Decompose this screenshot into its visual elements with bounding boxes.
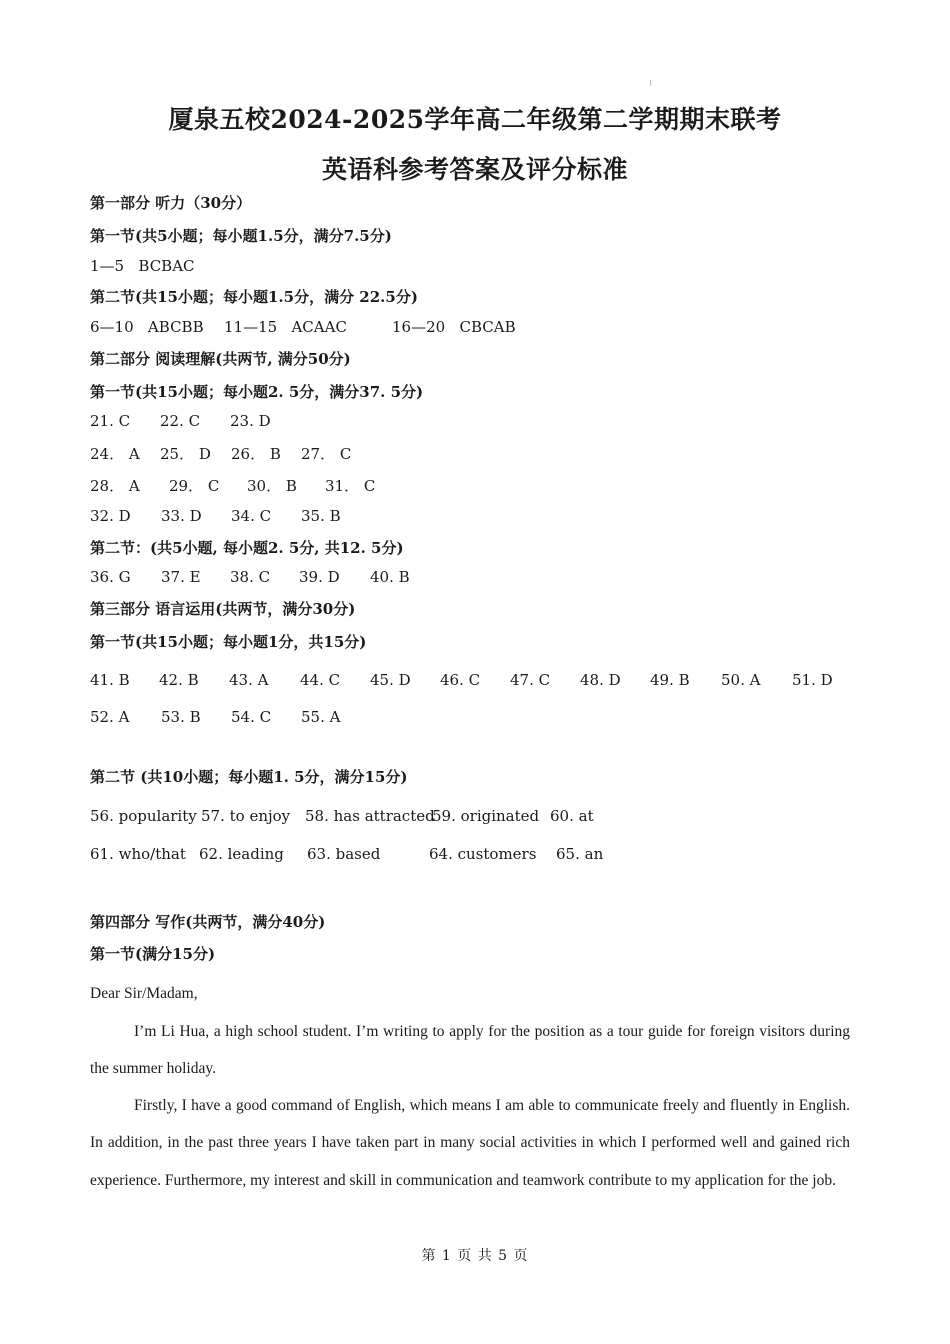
answer-item: 57. to enjoy xyxy=(201,807,291,825)
letter-paragraph-text: Firstly, I have a good command of English, which means I am able to communicate freely and fluently in English. In addition, in the past three years I have taken part in many social activities in which I performed well and gained rich experience. Furthermore, my interest and skill in communication and teamwork contribute to my application for the job. xyxy=(90,1097,850,1189)
part3-heading: 第三部分 语言运用(共两节，满分30分) xyxy=(90,600,356,618)
answer-item: 21. C xyxy=(90,412,131,430)
part1-section1-answers: 1—5 BCBAC xyxy=(90,257,195,275)
answer-item: 46. C xyxy=(440,671,481,689)
answer-item: 47. C xyxy=(510,671,551,689)
letter-paragraph xyxy=(90,1013,850,1088)
letter-salutation: Dear Sir/Madam, xyxy=(90,985,198,1002)
part3-section1-heading: 第一节(共15小题；每小题1分，共15分) xyxy=(90,633,367,651)
page-title: 厦泉五校2024-2025学年高二年级第二学期期末联考 xyxy=(168,105,782,134)
part4-heading: 第四部分 写作(共两节，满分40分) xyxy=(90,913,326,931)
answer-item: 60. at xyxy=(550,807,594,825)
part1-heading: 第一部分 听力（30分） xyxy=(90,194,252,212)
answer-group: 6—10 ABCBB xyxy=(90,318,204,336)
answer-item: 58. has attracted xyxy=(305,807,435,825)
answer-item: 64. customers xyxy=(429,845,537,863)
answer-item: 35. B xyxy=(301,507,341,525)
answer-item: 43. A xyxy=(229,671,269,689)
answer-item: 62. leading xyxy=(199,845,284,863)
answer-item: 42. B xyxy=(159,671,199,689)
answer-item: 50. A xyxy=(721,671,761,689)
answer-item: 33. D xyxy=(161,507,202,525)
answer-item: 27． C xyxy=(301,445,352,463)
answer-item: 23. D xyxy=(230,412,271,430)
answer-item: 24． A xyxy=(90,445,140,463)
page-number: 第 1 页 共 5 页 xyxy=(421,1248,529,1264)
answer-item: 61. who/that xyxy=(90,845,186,863)
part1-section2-heading: 第二节(共15小题；每小题1.5分，满分 22.5分) xyxy=(90,288,418,306)
answer-item: 49. B xyxy=(650,671,690,689)
part1-section1-heading: 第一节(共5小题；每小题1.5分，满分7.5分) xyxy=(90,227,392,245)
part2-heading: 第二部分 阅读理解(共两节, 满分50分) xyxy=(90,350,351,368)
answer-item: 30． B xyxy=(247,477,297,495)
answer-item: 56. popularity xyxy=(90,807,197,825)
answer-group: 11—15 ACAAC xyxy=(224,318,347,336)
scan-mark xyxy=(650,80,651,86)
answer-item: 26． B xyxy=(231,445,281,463)
answer-item: 63. based xyxy=(307,845,381,863)
answer-item: 38. C xyxy=(230,568,271,586)
answer-item: 41. B xyxy=(90,671,130,689)
part3-section2-heading: 第二节 (共10小题；每小题1. 5分，满分15分) xyxy=(90,768,408,786)
answer-item: 37. E xyxy=(161,568,201,586)
answer-item: 55. A xyxy=(301,708,341,726)
answer-item: 28． A xyxy=(90,477,140,495)
letter-paragraph-text: I’m Li Hua, a high school student. I’m writing to apply for the position as a tour guide for foreign visitors during the summer holiday. xyxy=(90,1023,850,1078)
answer-item: 51. D xyxy=(792,671,833,689)
answer-item: 39. D xyxy=(299,568,340,586)
answer-item: 52. A xyxy=(90,708,130,726)
page-subtitle: 英语科参考答案及评分标准 xyxy=(321,155,628,184)
letter-paragraph xyxy=(90,1087,850,1199)
answer-item: 45. D xyxy=(370,671,411,689)
answer-item: 29． C xyxy=(169,477,220,495)
answer-item: 32. D xyxy=(90,507,131,525)
part4-section1-heading: 第一节(满分15分) xyxy=(90,945,216,963)
answer-item: 31． C xyxy=(325,477,376,495)
answer-item: 65. an xyxy=(556,845,604,863)
answer-item: 53. B xyxy=(161,708,201,726)
answer-item: 22. C xyxy=(160,412,201,430)
part2-section2-heading: 第二节：(共5小题, 每小题2. 5分, 共12. 5分) xyxy=(90,539,404,557)
answer-item: 36. G xyxy=(90,568,131,586)
answer-item: 25． D xyxy=(160,445,211,463)
answer-item: 59. originated xyxy=(432,807,540,825)
answer-item: 40. B xyxy=(370,568,410,586)
part2-section1-heading: 第一节(共15小题；每小题2. 5分，满分37. 5分) xyxy=(90,383,424,401)
answer-item: 54. C xyxy=(231,708,272,726)
answer-group: 16—20 CBCAB xyxy=(392,318,516,336)
answer-item: 48. D xyxy=(580,671,621,689)
answer-item: 44. C xyxy=(300,671,341,689)
answer-item: 34. C xyxy=(231,507,272,525)
